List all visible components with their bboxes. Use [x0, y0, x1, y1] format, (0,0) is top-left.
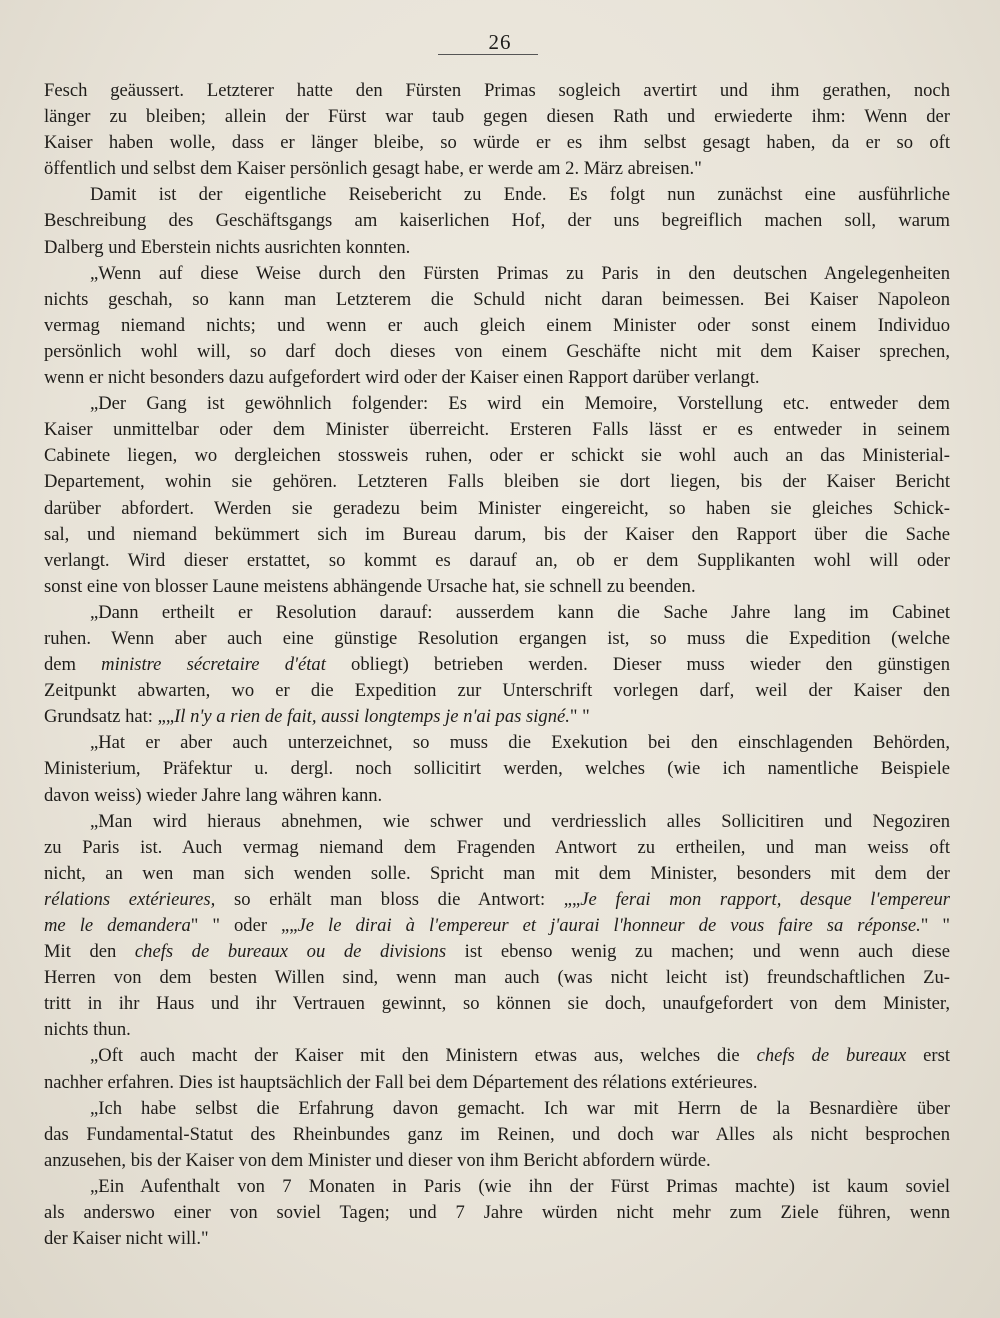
- text-segment: davon weiss) wieder Jahre lang währen kann.: [44, 784, 383, 806]
- italic-text: rélations extérieures,: [44, 888, 216, 910]
- text-line: [44, 548, 950, 574]
- text-segment: verlangt. Wird dieser erstattet, so kommt es darauf an, ob er dem Supplikanten wohl will oder: [44, 549, 950, 571]
- text-segment: Zeitpunkt abwarten, wo er die Expedition zur Unterschrift vorlegen darf, weil der Kaiser den: [44, 680, 950, 702]
- text-segment: ruhen. Wenn aber auch eine günstige Resolution ergangen ist, so muss die Expedition (welche: [44, 627, 950, 649]
- text-line: [44, 1043, 950, 1069]
- text-line: [44, 991, 950, 1017]
- text-segment: ": [200, 1228, 209, 1250]
- text-line: [44, 783, 950, 809]
- text-segment: „Hat er aber auch unterzeichnet, so muss die Exekution bei den einschlagenden Behörden,: [90, 732, 950, 754]
- text-segment: nachher erfahren. Dies ist hauptsächlich der Fall bei dem Département des rélations extérieures.: [44, 1071, 758, 1093]
- text-segment: „Dann ertheilt er Resolution darauf: ausserdem kann die Sache Jahre lang im Cabinet: [90, 601, 950, 623]
- text-line: [44, 965, 950, 991]
- text-segment: der Kaiser nicht will.: [44, 1228, 201, 1250]
- text-line: [44, 652, 950, 678]
- text-segment: als anderswo einer von soviel Tagen; und 7 Jahre würden nicht mehr zum Ziele führen,: [44, 1202, 910, 1224]
- text-segment: das Fundamental-Statut des Rheinbundes ganz im Reinen, und doch war Alles als nicht besprochen: [44, 1123, 950, 1145]
- text-line: [44, 574, 950, 600]
- text-line: [44, 887, 950, 913]
- text-segment: Kaiser unmittelbar oder dem Minister überreicht. Ersteren Falls lässt er es entweder in seinem: [44, 419, 950, 441]
- text-line: [44, 208, 950, 234]
- text-line: [44, 443, 950, 469]
- italic-text: chefs de bureaux ou de divisions: [134, 941, 447, 963]
- text-segment: persönlich wohl will, so darf doch dieses von einem Geschäfte nicht mit dem Kaiser sprechen,: [44, 340, 950, 362]
- italic-text: Je ferai mon rapport, desque l'empereur: [580, 888, 950, 910]
- text-segment: Ministerium, Präfektur u. dergl. noch sollicitirt werden, welches (wie ich namentliche Beispiele: [44, 758, 950, 780]
- text-line: [44, 1200, 950, 1226]
- text-line: [44, 1096, 950, 1122]
- text-line: [44, 939, 950, 965]
- text-segment: Fesch geäussert. Letzterer hatte den Fürsten Primas sogleich avertirt und ihm gerathen, noch: [44, 80, 950, 101]
- text-segment: dem: [44, 654, 102, 676]
- italic-text: Je le dirai à l'empereur et j'aurai l'honneur de vous faire sa réponse.: [297, 915, 921, 936]
- text-segment: so erhält man bloss die Antwort: „„: [215, 888, 581, 910]
- text-line: [44, 496, 950, 522]
- text-segment: " ": [920, 915, 950, 936]
- text-segment: Mit den: [44, 941, 135, 963]
- text-segment: obliegt) betrieben werden. Dieser muss wieder den günstigen: [325, 654, 950, 676]
- text-line: [44, 522, 950, 548]
- text-line: [44, 130, 950, 156]
- text-segment: tritt in ihr Haus und ihr Vertrauen gewinnt, so können sie doch, unaufgefordert von dem Minister,: [44, 993, 950, 1015]
- text-line: [44, 156, 950, 182]
- text-segment: „Ein Aufenthalt von 7 Monaten in Paris (wie ihn der Fürst Primas machte) ist kaum soviel: [90, 1175, 950, 1197]
- text-segment: erst: [906, 1045, 950, 1067]
- text-segment: Damit ist der eigentliche Reisebericht zu Ende. Es folgt nun zunächst eine ausführliche: [90, 184, 950, 206]
- text-line: [44, 600, 950, 626]
- text-line: [44, 913, 950, 939]
- text-segment: wenn er nicht besonders dazu aufgefordert wird oder der Kaiser einen Rapport darüber verlangt.: [44, 367, 760, 389]
- text-line: [44, 104, 950, 130]
- text-segment: darüber abfordert. Werden sie geradezu beim Minister eingereicht, so haben sie gleiches Schick-: [44, 497, 950, 519]
- text-segment: „Oft auch macht der Kaiser mit den Ministern etwas aus, welches die: [90, 1045, 757, 1067]
- text-segment: ist ebenso wenig zu machen; und wenn auch diese: [446, 941, 950, 963]
- text-segment: " " oder „„: [190, 915, 298, 936]
- text-line: [44, 756, 950, 782]
- text-line: [44, 235, 950, 261]
- text-segment: Dalberg und Eberstein nichts ausrichten konnten.: [44, 236, 411, 258]
- text-line: [44, 835, 950, 861]
- italic-text: Il n'y a rien de fait, aussi longtemps je n'ai pas signé.: [174, 706, 570, 728]
- text-line: [44, 261, 950, 287]
- text-segment: " ": [569, 706, 590, 728]
- page-number: 26: [488, 30, 512, 54]
- italic-text: chefs de bureaux: [756, 1045, 907, 1067]
- text-segment: öffentlich und selbst dem Kaiser persönlich gesagt habe, er werde am 2. März abreisen.": [44, 158, 702, 180]
- text-segment: „Ich habe selbst die Erfahrung davon gemacht. Ich war mit Herrn de la Besnardière über: [90, 1097, 950, 1119]
- text-segment: Herren von dem besten Willen sind, wenn man auch (was nicht leicht ist) freundschaftlichen Zu-: [44, 967, 950, 989]
- text-line: [44, 1070, 950, 1096]
- text-segment: Kaiser haben wolle, dass er länger bleibe, so würde er es ihm selbst gesagt haben, da er so oft: [44, 132, 950, 154]
- text-line: [44, 339, 950, 365]
- text-line: [44, 469, 950, 495]
- text-line: [44, 1122, 950, 1148]
- text-line: [44, 1017, 950, 1043]
- text-segment: länger zu bleiben; allein der Fürst war taub gegen diesen Rath und erwiederte ihm: Wenn der: [44, 106, 950, 128]
- text-segment: nichts geschah, so kann man Letzterem die Schuld nicht daran beimessen. Bei Kaiser Napoleon: [44, 288, 950, 310]
- text-line: [44, 287, 950, 313]
- text-line: [44, 626, 950, 652]
- text-line: [44, 313, 950, 339]
- text-line: [44, 730, 950, 756]
- text-segment: sal, und niemand bekümmert sich im Bureau darum, bis der Kaiser den Rapport über die Sache: [44, 523, 950, 545]
- text-segment: Cabinete liegen, wo dergleichen stossweis ruhen, oder er schickt sie wohl auch an das Ministerial-: [44, 445, 950, 467]
- text-segment: sonst eine von blosser Laune meistens abhängende Ursache hat, sie schnell zu beenden.: [44, 575, 696, 597]
- text-line: [44, 78, 950, 104]
- text-segment: „Wenn auf diese Weise durch den Fürsten Primas zu Paris in den deutschen Angelegenheiten: [90, 262, 950, 284]
- text-segment: zu Paris ist. Auch vermag niemand dem Fragenden Antwort zu ertheilen, und man weiss oft: [44, 836, 950, 858]
- text-line: [44, 182, 950, 208]
- text-line: [44, 1174, 950, 1200]
- body-text: [44, 78, 950, 1252]
- text-line: [44, 861, 950, 887]
- text-line: [44, 678, 950, 704]
- text-line: [44, 417, 950, 443]
- page-number-rule: [438, 54, 538, 55]
- text-line: [44, 809, 950, 835]
- text-segment: „Man wird hieraus abnehmen, wie schwer und verdriesslich alles Sollicitiren und Negoziren: [90, 810, 950, 832]
- text-line: [44, 1226, 950, 1252]
- italic-text: ministre sécretaire d'état: [101, 654, 326, 676]
- text-segment: anzusehen, bis der Kaiser von dem Minister und dieser von ihm Bericht abfordern würde.: [44, 1149, 711, 1171]
- text-segment: vermag niemand nichts; und wenn er auch gleich einem Minister oder sonst einem Individuo: [44, 314, 950, 336]
- italic-text: me le demandera: [44, 915, 191, 936]
- text-segment: „Der Gang ist gewöhnlich folgender: Es wird ein Memoire, Vorstellung etc. entweder dem: [90, 393, 950, 415]
- text-segment: Departement, wohin sie gehören. Letzteren Falls bleiben sie dort liegen, bis der Kaiser Bericht: [44, 471, 950, 493]
- text-line: [44, 365, 950, 391]
- text-line: [44, 1148, 950, 1174]
- text-line: [44, 704, 950, 730]
- text-segment: nicht, an wen man sich wenden solle. Spricht man mit dem Minister, besonders mit dem der: [44, 862, 950, 884]
- text-segment: Beschreibung des Geschäftsgangs am kaiserlichen Hof, der uns begreiflich machen soll, warum: [44, 210, 950, 232]
- text-line: [44, 391, 950, 417]
- text-segment: wenn: [909, 1202, 950, 1224]
- text-segment: Grundsatz hat: „„: [44, 706, 175, 728]
- text-segment: nichts thun.: [44, 1019, 131, 1041]
